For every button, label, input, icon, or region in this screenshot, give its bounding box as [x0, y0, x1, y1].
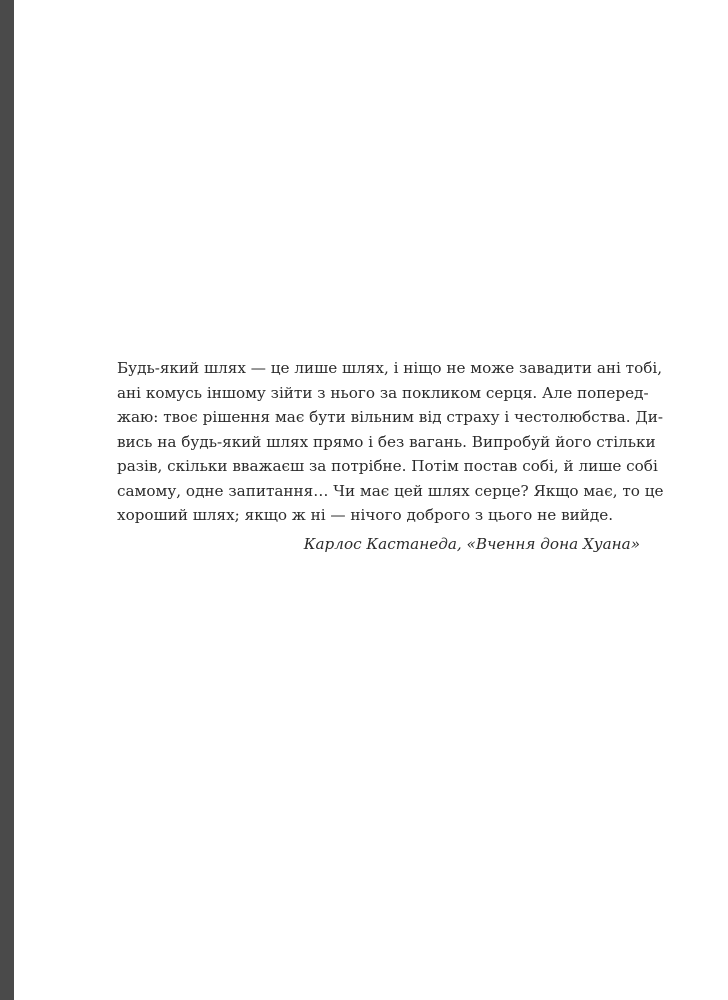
quote-line: разів, скільки вважаєш за потрібне. Потім постав собі, й лише собі	[117, 457, 658, 475]
page-edge-border	[0, 0, 14, 1000]
epigraph-quote	[117, 356, 664, 556]
quote-line: ані комусь іншому зійти з нього за покликом серця. Але поперед-	[117, 383, 649, 402]
quote-line: самому, одне запитання… Чи має цей шлях серце? Якщо має, то це	[117, 481, 664, 500]
quote-line: хороший шлях; якщо ж ні — нічого доброго з цього не вийде.	[117, 506, 614, 524]
quote-line: Будь-який шлях — це лише шлях, і ніщо не може завадити ані тобі,	[117, 359, 663, 377]
quote-line: жаю: твоє рішення має бути вільним від страху і честолюбства. Ди-	[117, 408, 663, 426]
quote-line: вись на будь-який шлях прямо і без вагань. Випробуй його стільки	[117, 432, 656, 451]
quote-attribution: Карлос Кастанеда, «Вчення дона Хуана»	[303, 534, 640, 553]
